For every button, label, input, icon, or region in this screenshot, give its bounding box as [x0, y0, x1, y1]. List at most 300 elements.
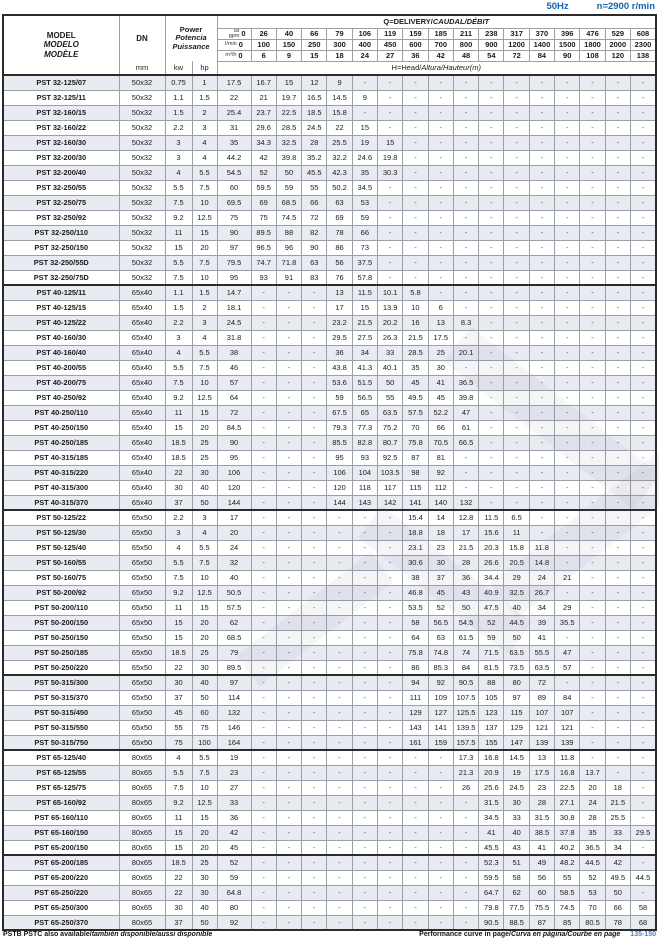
dn-cell: 50x32 — [119, 225, 165, 240]
head-value-cell: - — [453, 195, 478, 210]
head-value-cell: - — [327, 825, 352, 840]
head-value-cell: - — [630, 750, 656, 765]
head-value-cell: - — [479, 480, 504, 495]
kw-cell: 5.5 — [165, 180, 192, 195]
head-value-cell: - — [276, 630, 301, 645]
head-value-cell: - — [529, 315, 554, 330]
head-value-cell: - — [529, 480, 554, 495]
table-row — [3, 660, 656, 675]
head-value-cell: 21.5 — [352, 315, 377, 330]
head-value-cell: 139.5 — [453, 720, 478, 735]
head-value-cell: - — [302, 420, 327, 435]
model-cell: PST 50-315/450 — [3, 705, 119, 720]
head-value-cell: - — [403, 210, 428, 225]
head-value-cell: 21.5 — [403, 330, 428, 345]
head-value-cell: 32.2 — [327, 150, 352, 165]
head-value-cell: 53 — [352, 195, 377, 210]
head-value-cell: - — [479, 105, 504, 120]
head-value-cell: - — [352, 900, 377, 915]
head-value-cell: - — [504, 480, 529, 495]
dn-cell: 80x65 — [119, 855, 165, 870]
head-value-cell: 81.5 — [479, 660, 504, 675]
head-value-cell: 46.8 — [403, 585, 428, 600]
head-value-cell: - — [504, 150, 529, 165]
head-value-cell: 13 — [327, 285, 352, 300]
head-value-cell: 33 — [504, 810, 529, 825]
page-footer — [3, 931, 656, 938]
head-value-cell: - — [605, 150, 630, 165]
head-value-cell: - — [453, 810, 478, 825]
head-value-cell: 142 — [378, 495, 403, 510]
head-value-cell: - — [428, 210, 453, 225]
head-value-cell: - — [276, 915, 301, 930]
head-value-cell: - — [630, 300, 656, 315]
head-value-cell: 14 — [428, 510, 453, 525]
head-value-cell: 47 — [555, 645, 580, 660]
head-value-cell: - — [453, 795, 478, 810]
head-value-cell: - — [378, 675, 403, 690]
head-value-cell: 89.5 — [251, 225, 276, 240]
model-cell: PST 40-315/370 — [3, 495, 119, 510]
head-value-cell: 55 — [378, 390, 403, 405]
flow-value-cell: 529 — [605, 28, 630, 39]
head-value-cell: 55 — [555, 870, 580, 885]
head-value-cell: - — [580, 300, 605, 315]
hp-cell: 20 — [192, 420, 217, 435]
head-value-cell: 17.5 — [428, 330, 453, 345]
head-value-cell: - — [453, 120, 478, 135]
head-value-cell: - — [479, 285, 504, 300]
head-value-cell: - — [251, 600, 276, 615]
hp-cell: 25 — [192, 645, 217, 660]
dn-cell: 50x32 — [119, 255, 165, 270]
head-value-cell: 30 — [428, 360, 453, 375]
table-header — [3, 15, 656, 75]
kw-cell: 1.1 — [165, 285, 192, 300]
head-value-cell: - — [504, 330, 529, 345]
head-value-cell: 66.5 — [453, 435, 478, 450]
head-value-cell: 47 — [453, 405, 478, 420]
head-value-cell: - — [276, 780, 301, 795]
head-value-cell: - — [529, 300, 554, 315]
head-value-cell: - — [580, 315, 605, 330]
head-value-cell: - — [605, 180, 630, 195]
head-value-cell: - — [327, 735, 352, 750]
power-title-fr: Puissance — [172, 41, 210, 51]
head-value-cell: 24 — [580, 795, 605, 810]
head-value-cell: 25.6 — [479, 780, 504, 795]
model-column-header — [3, 15, 119, 75]
head-value-cell: 50 — [605, 885, 630, 900]
dn-cell: 65x50 — [119, 570, 165, 585]
head-value-cell: 52.3 — [479, 855, 504, 870]
head-value-cell: - — [605, 450, 630, 465]
head-value-cell: 34 — [529, 600, 554, 615]
head-value-cell: - — [605, 435, 630, 450]
head-value-cell: 29 — [504, 570, 529, 585]
head-value-cell: - — [276, 525, 301, 540]
table-row — [3, 360, 656, 375]
head-value-cell: - — [251, 870, 276, 885]
head-value-cell: - — [630, 780, 656, 795]
head-value-cell: - — [302, 525, 327, 540]
head-value-cell: - — [403, 165, 428, 180]
head-value-cell: - — [580, 90, 605, 105]
model-cell: PST 32-250/75D — [3, 270, 119, 285]
head-value-cell: 16.8 — [555, 765, 580, 780]
flow-value-cell: 800 — [453, 39, 478, 50]
flow-value-cell: 106 — [352, 28, 377, 39]
model-title-fr: MODÈLE — [44, 49, 79, 59]
table-row — [3, 105, 656, 120]
head-value-cell: 27.1 — [555, 795, 580, 810]
head-value-cell: 56 — [327, 255, 352, 270]
head-value-cell: 89 — [529, 690, 554, 705]
head-value-cell: - — [302, 645, 327, 660]
head-value-cell: - — [378, 540, 403, 555]
head-value-cell: - — [428, 105, 453, 120]
head-value-cell: - — [529, 360, 554, 375]
head-value-cell: - — [302, 885, 327, 900]
head-value-cell: - — [504, 435, 529, 450]
head-value-cell: - — [555, 465, 580, 480]
head-value-cell: - — [302, 900, 327, 915]
head-value-cell: - — [378, 585, 403, 600]
head-value-cell: 83 — [302, 270, 327, 285]
head-value-cell: 107 — [529, 705, 554, 720]
head-value-cell: 82 — [302, 225, 327, 240]
head-value-cell: - — [352, 690, 377, 705]
head-value-cell: - — [302, 330, 327, 345]
head-value-cell: 59 — [276, 180, 301, 195]
head-value-cell: - — [251, 840, 276, 855]
kw-cell: 9.2 — [165, 585, 192, 600]
kw-cell: 11 — [165, 225, 192, 240]
head-value-cell: 49.5 — [403, 390, 428, 405]
head-value-cell: 92 — [428, 675, 453, 690]
head-value-cell: - — [276, 555, 301, 570]
hp-cell: 50 — [192, 915, 217, 930]
head-value-cell: 20.2 — [378, 315, 403, 330]
head-value-cell: 70 — [403, 420, 428, 435]
head-value-cell: 78 — [605, 915, 630, 930]
head-value-cell: - — [580, 120, 605, 135]
head-value-cell: - — [605, 600, 630, 615]
head-value-cell: 57.8 — [352, 270, 377, 285]
hp-cell: 3 — [192, 315, 217, 330]
model-cell: PST 32-200/40 — [3, 165, 119, 180]
table-row — [3, 405, 656, 420]
head-value-cell: - — [327, 570, 352, 585]
head-value-cell: - — [378, 855, 403, 870]
head-value-cell: 63.5 — [529, 660, 554, 675]
head-value-cell: - — [378, 270, 403, 285]
head-value-cell: - — [251, 360, 276, 375]
head-value-cell: 19 — [352, 135, 377, 150]
page-header — [546, 1, 655, 12]
head-value-cell: - — [352, 705, 377, 720]
head-value-cell: 26.6 — [479, 555, 504, 570]
table-row — [3, 315, 656, 330]
head-value-cell: 39 — [529, 615, 554, 630]
head-value-cell: - — [302, 765, 327, 780]
kw-cell: 4 — [165, 345, 192, 360]
head-value-cell: 35.2 — [302, 150, 327, 165]
head-value-cell: - — [555, 585, 580, 600]
head-value-cell: - — [378, 510, 403, 525]
hp-cell: 40 — [192, 675, 217, 690]
dn-cell: 65x50 — [119, 675, 165, 690]
head-value-cell: - — [378, 870, 403, 885]
model-cell: PST 65-200/185 — [3, 855, 119, 870]
head-value-cell: - — [251, 555, 276, 570]
kw-cell: 2.2 — [165, 510, 192, 525]
head-value-cell: - — [555, 345, 580, 360]
head-value-cell: - — [403, 180, 428, 195]
model-cell: PST 50-125/22 — [3, 510, 119, 525]
head-value-cell: 132 — [217, 705, 251, 720]
kw-cell: 9.2 — [165, 210, 192, 225]
head-value-cell: - — [555, 150, 580, 165]
model-cell: PST 32-160/30 — [3, 135, 119, 150]
head-value-cell: - — [630, 315, 656, 330]
head-value-cell: 56 — [529, 870, 554, 885]
head-value-cell: - — [378, 765, 403, 780]
hp-cell: 1.5 — [192, 285, 217, 300]
head-value-cell: - — [580, 435, 605, 450]
head-value-cell: - — [479, 405, 504, 420]
head-value-cell: 75.8 — [403, 435, 428, 450]
head-value-cell: - — [580, 285, 605, 300]
model-cell: PST 50-315/300 — [3, 675, 119, 690]
head-value-cell: - — [276, 675, 301, 690]
head-value-cell: 41 — [428, 375, 453, 390]
head-value-cell: 59 — [217, 870, 251, 885]
head-value-cell: - — [251, 435, 276, 450]
head-value-cell: 75.2 — [378, 420, 403, 435]
head-value-cell: 137 — [479, 720, 504, 735]
kw-cell: 37 — [165, 495, 192, 510]
model-cell: PST 65-160/150 — [3, 825, 119, 840]
head-value-cell: 19.8 — [378, 150, 403, 165]
model-cell: PST 32-200/30 — [3, 150, 119, 165]
head-value-cell: - — [403, 750, 428, 765]
head-value-cell: - — [555, 285, 580, 300]
head-value-cell: - — [580, 675, 605, 690]
head-value-cell: - — [327, 915, 352, 930]
head-value-cell: 56.5 — [352, 390, 377, 405]
head-value-cell: 58 — [403, 615, 428, 630]
head-value-cell: 69.5 — [217, 195, 251, 210]
model-cell: PST 40-160/30 — [3, 330, 119, 345]
head-value-cell: - — [605, 510, 630, 525]
head-value-cell: - — [555, 555, 580, 570]
kw-cell: 15 — [165, 630, 192, 645]
head-value-cell: - — [529, 240, 554, 255]
head-value-cell: 129 — [504, 720, 529, 735]
head-value-cell: - — [428, 900, 453, 915]
head-value-cell: 65 — [352, 405, 377, 420]
head-value-cell: 59 — [352, 210, 377, 225]
dn-cell: 65x50 — [119, 735, 165, 750]
dn-cell: 65x40 — [119, 300, 165, 315]
head-value-cell: 24.5 — [302, 120, 327, 135]
head-value-cell: 40.2 — [555, 840, 580, 855]
head-value-cell: - — [302, 375, 327, 390]
head-value-cell: 48.2 — [555, 855, 580, 870]
head-value-cell: - — [529, 90, 554, 105]
head-value-cell: 53 — [580, 885, 605, 900]
m3h-unit-cell — [217, 50, 251, 61]
head-value-cell: 31.8 — [217, 330, 251, 345]
head-value-cell: - — [251, 540, 276, 555]
table-row — [3, 195, 656, 210]
flow-value-cell: 900 — [479, 39, 504, 50]
hp-cell: 4 — [192, 330, 217, 345]
kw-cell: 30 — [165, 480, 192, 495]
head-value-cell: 17 — [327, 300, 352, 315]
head-value-cell: - — [378, 810, 403, 825]
head-value-cell: 24.6 — [352, 150, 377, 165]
dn-cell: 80x65 — [119, 780, 165, 795]
head-value-cell: - — [630, 480, 656, 495]
head-value-cell: - — [378, 210, 403, 225]
head-value-cell: - — [529, 210, 554, 225]
head-value-cell: - — [580, 600, 605, 615]
head-value-cell: - — [251, 615, 276, 630]
head-value-cell: - — [529, 285, 554, 300]
head-value-cell: - — [504, 495, 529, 510]
head-value-cell: - — [504, 450, 529, 465]
head-value-cell: - — [555, 375, 580, 390]
head-value-cell: - — [504, 345, 529, 360]
head-value-cell: 63.5 — [504, 645, 529, 660]
head-value-cell: 21.3 — [453, 765, 478, 780]
head-value-cell: - — [302, 480, 327, 495]
kw-cell: 11 — [165, 810, 192, 825]
head-value-cell: - — [504, 360, 529, 375]
model-cell: PST 32-250/150 — [3, 240, 119, 255]
head-value-cell: - — [327, 705, 352, 720]
flow-value-cell: 700 — [428, 39, 453, 50]
head-value-cell: - — [580, 570, 605, 585]
dn-cell: 50x32 — [119, 105, 165, 120]
head-value-cell: 40 — [217, 570, 251, 585]
head-value-cell: - — [580, 360, 605, 375]
head-title-italic: Altura/Hauteur(m) — [421, 63, 481, 73]
head-value-cell: - — [504, 465, 529, 480]
hp-cell: 1 — [192, 75, 217, 90]
hp-cell: 15 — [192, 405, 217, 420]
head-value-cell: 42.3 — [327, 165, 352, 180]
head-value-cell: 28.5 — [403, 345, 428, 360]
head-value-cell: - — [605, 75, 630, 90]
head-value-cell: 9 — [327, 75, 352, 90]
kw-cell: 37 — [165, 915, 192, 930]
head-value-cell: 90 — [217, 435, 251, 450]
head-value-cell: - — [504, 165, 529, 180]
head-value-cell: - — [352, 630, 377, 645]
table-row — [3, 690, 656, 705]
head-value-cell: 33 — [378, 345, 403, 360]
hp-cell: 5.5 — [192, 165, 217, 180]
head-value-cell: 35 — [580, 825, 605, 840]
head-value-cell: 45.5 — [479, 840, 504, 855]
flow-value-cell: 400 — [352, 39, 377, 50]
head-value-cell: - — [352, 795, 377, 810]
head-value-cell: 28.5 — [276, 120, 301, 135]
head-value-cell: 47.5 — [479, 600, 504, 615]
hp-cell: 100 — [192, 735, 217, 750]
hp-cell: 4 — [192, 150, 217, 165]
head-value-cell: - — [529, 525, 554, 540]
head-value-cell: 18.5 — [302, 105, 327, 120]
head-value-cell: 26.3 — [378, 330, 403, 345]
head-value-cell: - — [276, 765, 301, 780]
head-value-cell: - — [302, 825, 327, 840]
head-value-cell: - — [630, 345, 656, 360]
head-value-cell: - — [403, 90, 428, 105]
table-row — [3, 810, 656, 825]
table-row — [3, 150, 656, 165]
flow-value-cell: 9 — [276, 50, 301, 61]
head-value-cell: 35 — [217, 135, 251, 150]
head-value-cell: - — [453, 480, 478, 495]
head-value-cell: 52 — [217, 855, 251, 870]
table-row — [3, 240, 656, 255]
head-value-cell: 57 — [217, 375, 251, 390]
head-value-cell: - — [302, 915, 327, 930]
head-value-cell: 12 — [302, 75, 327, 90]
hp-cell: 1.5 — [192, 90, 217, 105]
head-value-cell: - — [529, 255, 554, 270]
flow-value-cell: 90 — [555, 50, 580, 61]
head-value-cell: - — [555, 300, 580, 315]
table-row — [3, 840, 656, 855]
head-value-cell: 103.5 — [378, 465, 403, 480]
flow-value-cell: 15 — [302, 50, 327, 61]
head-value-cell: - — [428, 885, 453, 900]
head-value-cell: - — [529, 195, 554, 210]
kw-cell: 2.2 — [165, 120, 192, 135]
head-value-cell: - — [251, 735, 276, 750]
head-value-cell: - — [302, 600, 327, 615]
head-value-cell: 45 — [403, 375, 428, 390]
head-value-cell: - — [630, 375, 656, 390]
dn-cell: 50x32 — [119, 150, 165, 165]
hp-cell: 7.5 — [192, 555, 217, 570]
model-cell: PST 65-125/55 — [3, 765, 119, 780]
hp-cell: 5.5 — [192, 540, 217, 555]
head-value-cell: - — [276, 450, 301, 465]
kw-cell: 7.5 — [165, 570, 192, 585]
flow-value-cell: 27 — [378, 50, 403, 61]
head-value-cell: 25.4 — [217, 105, 251, 120]
head-value-cell: 40 — [504, 600, 529, 615]
head-value-cell: 21.5 — [453, 540, 478, 555]
head-value-cell: 31 — [217, 120, 251, 135]
model-cell: PST 32-250/55 — [3, 180, 119, 195]
head-value-cell: 87 — [529, 915, 554, 930]
head-value-cell: 78 — [327, 225, 352, 240]
head-value-cell: - — [580, 645, 605, 660]
head-value-cell: 52 — [428, 600, 453, 615]
head-value-cell: - — [378, 615, 403, 630]
head-value-cell: - — [605, 420, 630, 435]
head-value-cell: - — [605, 255, 630, 270]
kw-cell: 7.5 — [165, 195, 192, 210]
head-value-cell: 70 — [580, 900, 605, 915]
